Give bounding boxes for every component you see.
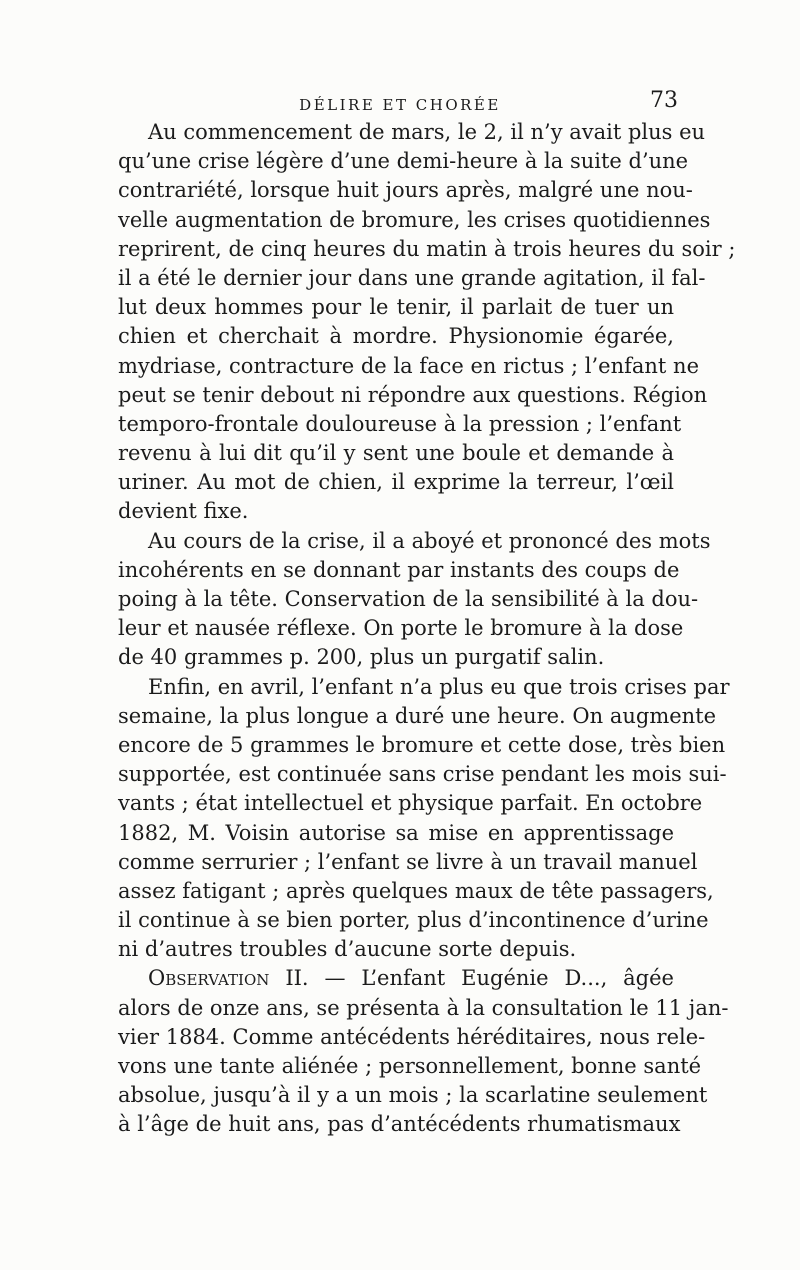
text-line: Enfin, en avril, l’enfant n’a plus eu que trois crises par	[148, 674, 730, 699]
text-line: Au commencement de mars, le 2, il n’y avait plus eu	[148, 120, 706, 144]
text-line: velle augmentation de bromure, les crises quotidiennes	[118, 207, 711, 232]
paragraph	[118, 673, 730, 965]
text-line: assez fatigant ; après quelques maux de tête passagers,	[118, 878, 714, 903]
text-line: temporo-frontale douloureuse à la pression ; l’enfant	[118, 411, 682, 436]
paragraph	[118, 118, 736, 527]
text-line: incohérents en se donnant par instants des coups de	[118, 557, 680, 582]
text-line: de 40 grammes p. 200, plus un purgatif salin.	[118, 645, 605, 670]
text-line: lut deux hommes pour le tenir, il parlait de tuer un	[118, 295, 674, 320]
text-line: revenu à lui dit qu’il y sent une boule et demande à	[118, 441, 674, 466]
text-line: vons une tante aliénée ; personnellement, bonne santé	[118, 1054, 702, 1078]
paragraph	[118, 527, 711, 673]
text-line: leur et nausée réflexe. On porte le bromure à la dose	[118, 616, 684, 641]
text-line: mydriase, contracture de la face en rictus ; l’enfant ne	[118, 353, 699, 378]
text-line: alors de onze ans, se présenta à la consultation le 11 jan-	[118, 995, 729, 1020]
paragraph	[118, 964, 729, 1139]
text-fragment: — L’enfant Eugénie D..., âgée	[308, 966, 674, 991]
text-line: uriner. Au mot de chien, il exprime la terreur, l’œil	[118, 470, 674, 495]
text-line: vants ; état intellectuel et physique parfait. En octobre	[118, 791, 703, 816]
text-line: devient fixe.	[118, 499, 249, 524]
text-line: ni d’autres troubles d’aucune sorte depuis.	[118, 937, 577, 962]
text-line: reprirent, de cinq heures du matin à trois heures du soir ;	[118, 236, 736, 261]
text-line: à l’âge de huit ans, pas d’antécédents rhumatismaux	[118, 1112, 681, 1137]
text-line: 1882, M. Voisin autorise sa mise en apprentissage	[118, 820, 674, 845]
text-line: peut se tenir debout ni répondre aux questions. Région	[118, 382, 708, 407]
page-number: 73	[650, 88, 678, 113]
text-line: supportée, est continuée sans crise pendant les mois sui-	[118, 762, 727, 787]
text-line: poing à la tête. Conservation de la sensibilité à la dou-	[118, 587, 699, 611]
text-line: chien et cherchait à mordre. Physionomie égarée,	[118, 324, 674, 349]
text-line	[118, 964, 674, 993]
text-line: vier 1884. Comme antécédents héréditaires, nous rele-	[118, 1024, 706, 1049]
text-line: absolue, jusqu’à il y a un mois ; la scarlatine seulement	[118, 1083, 708, 1108]
page-header	[118, 88, 682, 122]
body-text	[118, 118, 736, 1140]
text-line: contrariété, lorsque huit jours après, malgré une nou-	[118, 178, 693, 203]
text-line: Au cours de la crise, il a aboyé et prononcé des mots	[148, 528, 711, 553]
text-line: il continue à se bien porter, plus d’incontinence d’urine	[118, 908, 709, 933]
observation-heading: Observation II.	[148, 966, 309, 991]
text-line: il a été le dernier jour dans une grande agitation, il fal-	[118, 265, 706, 290]
running-title: DÉLIRE ET CHORÉE	[299, 96, 501, 114]
text-line: qu’une crise légère d’une demi-heure à la suite d’une	[118, 149, 689, 174]
text-line: comme serrurier ; l’enfant se livre à un travail manuel	[118, 849, 698, 874]
text-line: encore de 5 grammes le bromure et cette dose, très bien	[118, 732, 726, 757]
text-line: semaine, la plus longue a duré une heure. On augmente	[118, 703, 717, 728]
